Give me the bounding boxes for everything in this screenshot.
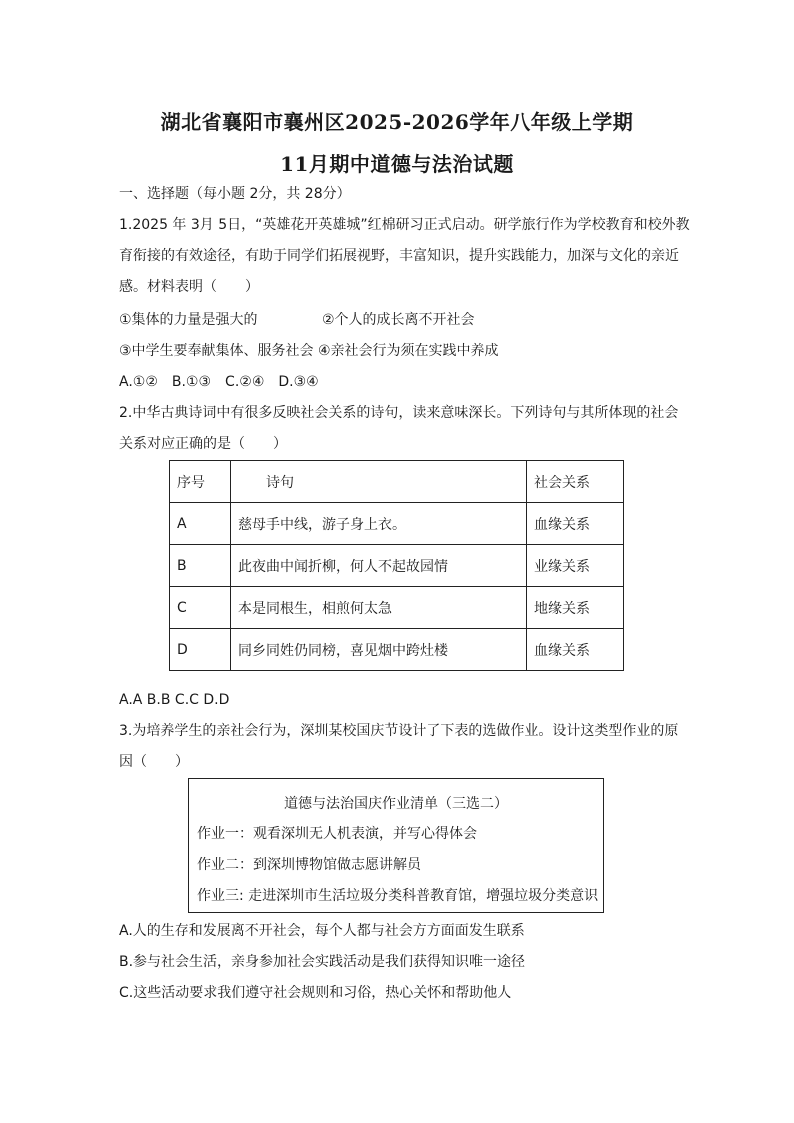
table-row <box>170 503 624 545</box>
table-row <box>170 545 624 587</box>
homework-list-title: 道德与法治国庆作业清单（三选二） <box>284 796 508 812</box>
row-number: A <box>170 503 231 545</box>
homework-item: 作业二：到深圳博物馆做志愿讲解员 <box>197 857 421 873</box>
q3-option-b: B.参与社会生活，亲身参加社会实践活动是我们获得知识唯一途径 <box>119 954 526 970</box>
q1-line-1: 1.2025 年 3月 5日，“英雄花开英雄城”红棉研习正式启动。研学旅行作为学校教育和校外教 <box>119 217 690 233</box>
q1-statement-3-4: ③中学生要奉献集体、服务社会 ④亲社会行为须在实践中养成 <box>119 343 499 359</box>
q1-answer-options: A.①② B.①③ C.②④ D.③④ <box>119 374 319 390</box>
q1-statement-1: ①集体的力量是强大的 <box>119 312 258 328</box>
q2-line-2: 关系对应正确的是（ ） <box>119 436 287 452</box>
row-number: C <box>170 587 231 629</box>
q1-statement-2: ②个人的成长离不开社会 <box>322 312 475 328</box>
row-poem: 慈母手中线，游子身上衣。 <box>231 503 527 545</box>
row-poem: 本是同根生，相煎何太急 <box>231 587 527 629</box>
row-poem: 此夜曲中闻折柳，何人不起故园情 <box>231 545 527 587</box>
row-number: D <box>170 629 231 671</box>
table-header-row <box>170 461 624 503</box>
q3-option-c: C.这些活动要求我们遵守社会规则和习俗，热心关怀和帮助他人 <box>119 985 512 1001</box>
q1-line-2: 育衔接的有效途径，有助于同学们拓展视野，丰富知识，提升实践能力，加深与文化的亲近 <box>119 248 679 264</box>
exam-title-line1: 湖北省襄阳市襄州区2025-2026学年八年级上学期 <box>160 110 634 134</box>
row-relation: 血缘关系 <box>527 503 624 545</box>
header-number: 序号 <box>170 461 231 503</box>
row-poem: 同乡同姓仍同榜，喜见烟中跨灶楼 <box>231 629 527 671</box>
q3-line-1: 3.为培养学生的亲社会行为，深圳某校国庆节设计了下表的选做作业。设计这类型作业的原 <box>119 723 679 739</box>
homework-list-box <box>188 778 604 913</box>
q1-line-3: 感。材料表明（ ） <box>119 279 259 295</box>
homework-item: 作业三: 走进深圳市生活垃圾分类科普教育馆，增强垃圾分类意识 <box>197 888 599 904</box>
q3-line-2: 因（ ） <box>119 754 189 770</box>
table-row <box>170 629 624 671</box>
row-number: B <box>170 545 231 587</box>
row-relation: 业缘关系 <box>527 545 624 587</box>
q3-option-a: A.人的生存和发展离不开社会，每个人都与社会方方面面发生联系 <box>119 923 525 939</box>
row-relation: 血缘关系 <box>527 629 624 671</box>
homework-item: 作业一：观看深圳无人机表演，并写心得体会 <box>197 826 477 842</box>
header-relation: 社会关系 <box>527 461 624 503</box>
section-heading: 一、选择题（每小题 2分，共 28分） <box>119 186 351 202</box>
q2-answer-options: A.A B.B C.C D.D <box>119 692 230 708</box>
poem-relation-table <box>169 460 624 671</box>
header-poem: 诗句 <box>231 461 527 503</box>
row-relation: 地缘关系 <box>527 587 624 629</box>
exam-title-line2: 11月期中道德与法治试题 <box>280 152 514 176</box>
q2-line-1: 2.中华古典诗词中有很多反映社会关系的诗句，读来意味深长。下列诗句与其所体现的社会 <box>119 405 679 421</box>
table-row <box>170 587 624 629</box>
